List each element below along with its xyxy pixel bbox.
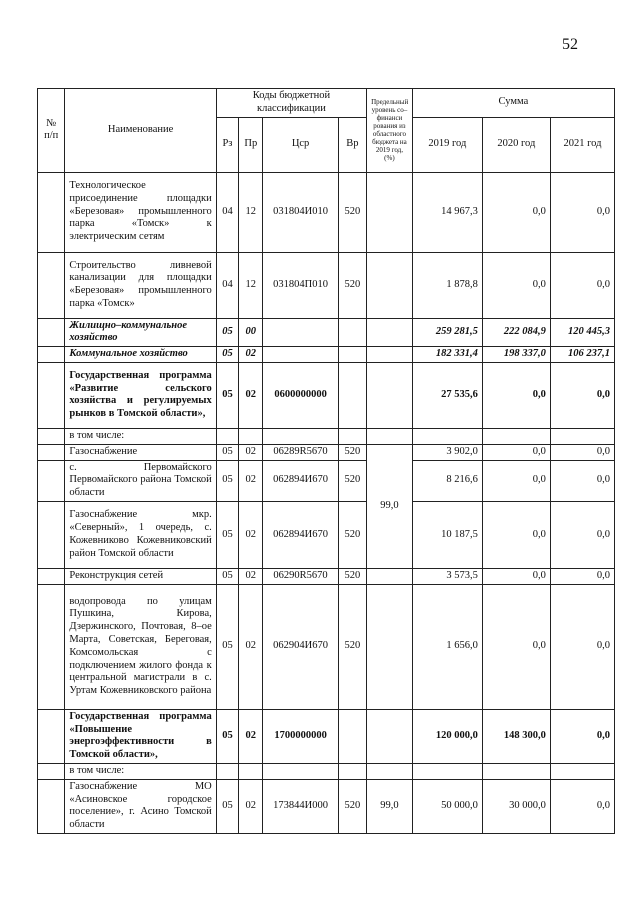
row-csr [263,318,338,347]
row-csr: 06290R5670 [263,568,338,584]
table-row [38,779,615,833]
row-rz: 05 [216,362,238,428]
row-2021: 0,0 [550,444,614,460]
row-vr [338,347,366,363]
header-pr: Пр [239,117,263,172]
row-2019: 1 656,0 [412,584,482,709]
row-vr: 520 [338,779,366,833]
row-rz: 05 [216,501,238,568]
budget-table [37,88,615,834]
table-row [38,318,615,347]
cofin-value: 99,0 [367,444,413,568]
row-name: Газоснабжение [65,444,216,460]
header-vr: Вр [338,117,366,172]
row-name: Государственная программа «Повышение энергоэффективности в Томской области», [65,709,216,763]
row-2021: 0,0 [550,584,614,709]
row-2020: 0,0 [482,172,550,252]
row-2021: 0,0 [550,460,614,501]
row-csr: 06289R5670 [263,444,338,460]
row-2019: 50 000,0 [412,779,482,833]
header-sum: Сумма [412,89,614,118]
row-pr: 02 [239,779,263,833]
table-row [38,444,615,460]
table-row [38,763,615,779]
row-2020: 0,0 [482,444,550,460]
row-2020: 222 084,9 [482,318,550,347]
row-name: Газоснабжение МО «Асиновское городское поселение», г. Асино Томской области [65,779,216,833]
row-2020: 198 337,0 [482,347,550,363]
row-rz: 04 [216,252,238,318]
row-csr: 0600000000 [263,362,338,428]
header-name: Наименование [65,89,216,173]
row-pr: 02 [239,501,263,568]
table-row [38,362,615,428]
row-csr: 062904И670 [263,584,338,709]
row-name: с. Первомайского Первомайского района Томской области [65,460,216,501]
row-vr: 520 [338,444,366,460]
row-csr: 173844И000 [263,779,338,833]
row-2021: 0,0 [550,172,614,252]
table-row [38,172,615,252]
table-row [38,347,615,363]
row-pr: 02 [239,362,263,428]
row-2020: 0,0 [482,568,550,584]
row-rz: 04 [216,172,238,252]
row-2019: 182 331,4 [412,347,482,363]
row-pr: 02 [239,347,263,363]
header-2019: 2019 год [412,117,482,172]
row-pr: 00 [239,318,263,347]
row-2019: 27 535,6 [412,362,482,428]
row-csr [263,347,338,363]
row-csr: 031804И010 [263,172,338,252]
row-csr: 1700000000 [263,709,338,763]
row-2019: 120 000,0 [412,709,482,763]
header-2020: 2020 год [482,117,550,172]
row-rz: 05 [216,318,238,347]
row-vr: 520 [338,568,366,584]
row-vr [338,362,366,428]
row-2020: 148 300,0 [482,709,550,763]
row-rz: 05 [216,568,238,584]
row-name: Технологическое присоединение площадки «Березовая» промышленного парка «Томск» к электрическим сетям [65,172,216,252]
row-name: Строительство ливневой канализации для площадки «Березовая» промышленного парка «Томск» [65,252,216,318]
row-name: водопровода по улицам Пушкина, Кирова, Дзержинского, Почтовая, 8–ое Марта, Советская, Береговая, Комсомольская с подключением жилого фонда к центральной магистрали в с. Уртам Кожевниковского района [65,584,216,709]
row-2021: 0,0 [550,252,614,318]
header-rz: Рз [216,117,238,172]
row-2019: 10 187,5 [412,501,482,568]
table-row [38,568,615,584]
row-2021: 120 445,3 [550,318,614,347]
row-vr: 520 [338,460,366,501]
row-name: Газоснабжение мкр. «Северный», 1 очередь, с. Кожевниково Кожевниковский район Томской области [65,501,216,568]
row-name: Реконструкция сетей [65,568,216,584]
row-2021: 0,0 [550,568,614,584]
row-2021: 0,0 [550,709,614,763]
row-2021: 0,0 [550,362,614,428]
row-vr: 520 [338,501,366,568]
table-row [38,252,615,318]
table-row [38,709,615,763]
row-2019: 259 281,5 [412,318,482,347]
row-2019: 8 216,6 [412,460,482,501]
header-codes: Коды бюджетной классификации [216,89,366,118]
row-pr: 02 [239,460,263,501]
row-rz: 05 [216,460,238,501]
row-name: в том числе: [65,428,216,444]
row-name: Жилищно–коммунальное хозяйство [65,318,216,347]
row-pr: 02 [239,584,263,709]
row-2020: 0,0 [482,362,550,428]
header-cofin: Предельный уровень со–финанси рования из областного бюджета на 2019 год, (%) [367,89,413,173]
row-2020: 0,0 [482,584,550,709]
row-2020: 0,0 [482,252,550,318]
row-2020: 0,0 [482,501,550,568]
row-rz: 05 [216,709,238,763]
row-vr: 520 [338,252,366,318]
row-2020: 0,0 [482,460,550,501]
row-name: в том числе: [65,763,216,779]
row-2021: 0,0 [550,779,614,833]
row-pr: 02 [239,709,263,763]
row-name: Коммунальное хозяйство [65,347,216,363]
table-row [38,501,615,568]
row-csr: 062894И670 [263,460,338,501]
row-vr: 520 [338,584,366,709]
row-2019: 1 878,8 [412,252,482,318]
row-2019: 3 902,0 [412,444,482,460]
row-2021: 0,0 [550,501,614,568]
header-num: № п/п [38,89,65,173]
row-vr [338,318,366,347]
row-csr: 031804П010 [263,252,338,318]
row-csr: 062894И670 [263,501,338,568]
row-2021: 106 237,1 [550,347,614,363]
row-pr: 02 [239,444,263,460]
row-2019: 3 573,5 [412,568,482,584]
header-csr: Цср [263,117,338,172]
row-pr: 12 [239,172,263,252]
table-row [38,584,615,709]
row-2019: 14 967,3 [412,172,482,252]
row-cofin: 99,0 [367,779,413,833]
row-rz: 05 [216,584,238,709]
row-rz: 05 [216,347,238,363]
row-vr: 520 [338,172,366,252]
row-vr [338,709,366,763]
row-pr: 02 [239,568,263,584]
row-pr: 12 [239,252,263,318]
header-2021: 2021 год [550,117,614,172]
table-row [38,428,615,444]
row-rz: 05 [216,779,238,833]
row-rz: 05 [216,444,238,460]
row-name: Государственная программа «Развитие сельского хозяйства и регулируемых рынков в Томской области», [65,362,216,428]
table-row [38,460,615,501]
page-number: 52 [562,36,578,53]
row-2020: 30 000,0 [482,779,550,833]
